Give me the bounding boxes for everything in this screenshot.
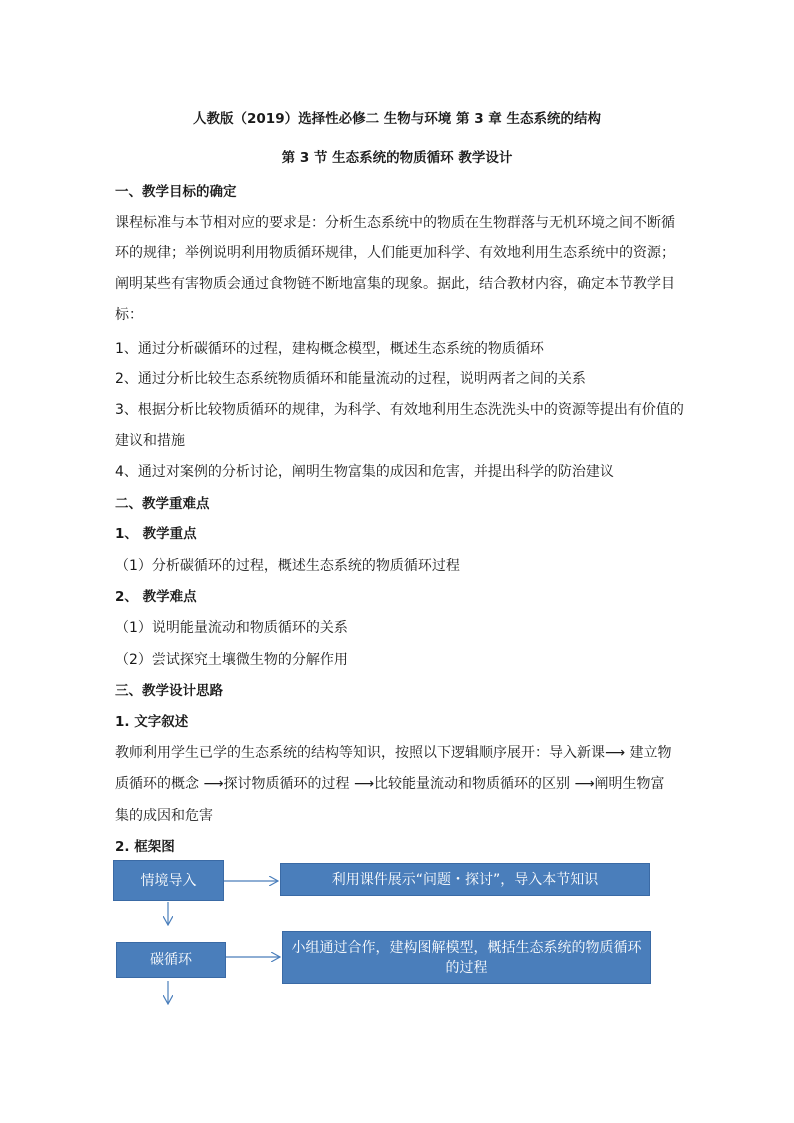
paragraph-line: 标： [115,307,143,323]
difficult-points-heading: 2、 教学难点 [115,589,197,605]
key-point-item: （1）分析碳循环的过程，概述生态系统的物质循环过程 [115,558,460,574]
document-title: 人教版（2019）选择性必修二 生物与环境 第 3 章 生态系统的结构 [193,111,601,127]
paragraph-line: 课程标准与本节相对应的要求是：分析生态系统中的物质在生物群落与无机环境之间不断循 [115,215,675,231]
key-points-heading: 1、 教学重点 [115,526,197,542]
goal-item: 1、通过分析碳循环的过程，建构概念模型，概述生态系统的物质循环 [115,341,544,357]
diagram-desc-line: 小组通过合作，建构图解模型，概括生态系统的物质循环 [291,939,642,956]
goal-item: 4、通过对案例的分析讨论，阐明生物富集的成因和危害，并提出科学的防治建议 [115,464,614,480]
section2-heading: 二、教学重难点 [115,496,210,512]
narrative-heading: 1. 文字叙述 [115,714,189,730]
diagram-step-intro: 情境导入 [113,860,224,901]
diagram-step-intro-desc: 利用课件展示“问题・探讨”，导入本节知识 [280,863,650,896]
document-subtitle: 第 3 节 生态系统的物质循环 教学设计 [281,150,513,166]
paragraph-line: 环的规律；举例说明利用物质循环规律，人们能更加科学、有效地利用生态系统中的资源； [115,245,675,261]
paragraph-line: 阐明某些有害物质会通过食物链不断地富集的现象。据此，结合教材内容，确定本节教学目 [115,276,675,292]
framework-heading: 2. 框架图 [115,839,175,855]
goal-item: 3、根据分析比较物质循环的规律，为科学、有效地利用生态洗洗头中的资源等提出有价值的 [115,402,684,418]
goal-item: 建议和措施 [115,433,185,449]
goal-item: 2、通过分析比较生态系统物质循环和能量流动的过程，说明两者之间的关系 [115,371,586,387]
difficult-point-item: （2）尝试探究土壤微生物的分解作用 [115,652,348,668]
diagram-step-carbon-cycle: 碳循环 [116,942,226,978]
diagram-desc-line: 的过程 [445,959,488,976]
section1-heading: 一、教学目标的确定 [115,184,237,200]
diagram-step-carbon-desc [282,931,651,984]
difficult-point-item: （1）说明能量流动和物质循环的关系 [115,620,348,636]
narrative-line: 教师利用学生已学的生态系统的结构等知识，按照以下逻辑顺序展开：导入新课⟶ 建立物 [115,745,672,761]
narrative-line: 质循环的概念 ⟶探讨物质循环的过程 ⟶比较能量流动和物质循环的区别 ⟶阐明生物富 [115,776,665,792]
section3-heading: 三、教学设计思路 [115,683,223,699]
narrative-line: 集的成因和危害 [115,808,213,824]
